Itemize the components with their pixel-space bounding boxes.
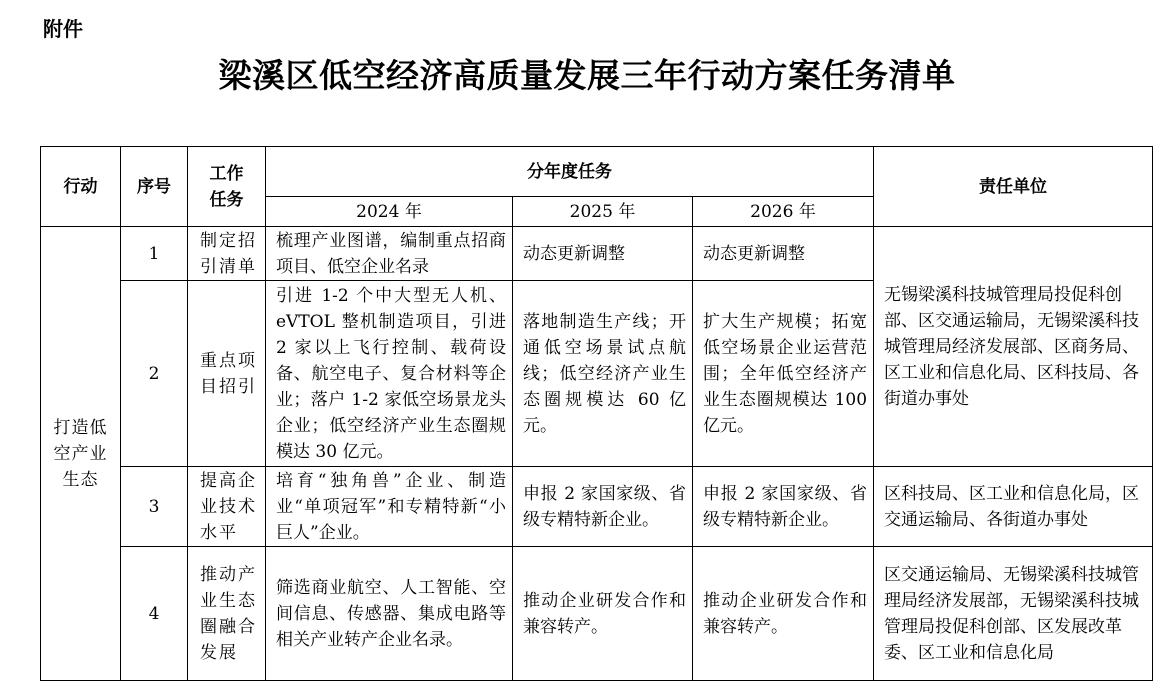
column-header-2026: 2026 年 bbox=[693, 197, 874, 227]
table-row bbox=[41, 467, 1153, 547]
year-2025-cell: 落地制造生产线；开通低空场景试点航线；低空经济产业生态圈规模达 60 亿元。 bbox=[513, 281, 693, 467]
year-2026-cell: 动态更新调整 bbox=[693, 227, 874, 281]
column-header-2025: 2025 年 bbox=[513, 197, 693, 227]
year-2024-cell: 梳理产业图谱，编制重点招商项目、低空企业名录 bbox=[266, 227, 513, 281]
year-2026-cell: 推动企业研发合作和兼容转产。 bbox=[693, 547, 874, 681]
year-2026-cell: 扩大生产规模；拓宽低空场景企业运营范围；全年低空经济产业生态圈规模达 100 亿元。 bbox=[693, 281, 874, 467]
seq-cell: 2 bbox=[121, 281, 188, 467]
attachment-label: 附件 bbox=[43, 17, 83, 41]
column-header-seq: 序号 bbox=[121, 147, 188, 227]
year-2024-cell: 筛选商业航空、人工智能、空间信息、传感器、集成电路等相关产业转产企业名录。 bbox=[266, 547, 513, 681]
task-cell: 推动产业生态圈融合发展 bbox=[188, 547, 266, 681]
column-header-task: 工作任务 bbox=[188, 147, 266, 227]
table-row bbox=[41, 547, 1153, 681]
year-2024-cell: 引进 1-2 个中大型无人机、eVTOL 整机制造项目，引进 2 家以上飞行控制、载荷设备、航空电子、复合材料等企业；落户 1-2 家低空场景龙头企业；低空经济产业生态圈规模达 30 亿元。 bbox=[266, 281, 513, 467]
column-header-2024: 2024 年 bbox=[266, 197, 513, 227]
task-cell: 提高企业技术水平 bbox=[188, 467, 266, 547]
unit-cell: 无锡梁溪科技城管理局投促科创部、区交通运输局，无锡梁溪科技城管理局经济发展部、区商务局、区工业和信息化局、区科技局、各街道办事处 bbox=[874, 227, 1153, 467]
task-table bbox=[40, 146, 1153, 681]
task-cell: 重点项目招引 bbox=[188, 281, 266, 467]
year-2024-cell: 培育“独角兽”企业、制造业“单项冠军”和专精特新“小巨人”企业。 bbox=[266, 467, 513, 547]
year-2025-cell: 推动企业研发合作和兼容转产。 bbox=[513, 547, 693, 681]
column-header-unit: 责任单位 bbox=[874, 147, 1153, 227]
year-2026-cell: 申报 2 家国家级、省级专精特新企业。 bbox=[693, 467, 874, 547]
unit-cell: 区科技局、区工业和信息化局，区交通运输局、各街道办事处 bbox=[874, 467, 1153, 547]
table-row bbox=[41, 227, 1153, 281]
seq-cell: 4 bbox=[121, 547, 188, 681]
unit-cell: 区交通运输局、无锡梁溪科技城管理局经济发展部，无锡梁溪科技城管理局投促科创部、区发展改革委、区工业和信息化局 bbox=[874, 547, 1153, 681]
seq-cell: 1 bbox=[121, 227, 188, 281]
action-cell: 打造低空产业生态 bbox=[41, 227, 121, 681]
year-2025-cell: 动态更新调整 bbox=[513, 227, 693, 281]
column-header-yearly: 分年度任务 bbox=[266, 147, 874, 197]
column-header-action: 行动 bbox=[41, 147, 121, 227]
task-cell: 制定招引清单 bbox=[188, 227, 266, 281]
seq-cell: 3 bbox=[121, 467, 188, 547]
page-title: 梁溪区低空经济高质量发展三年行动方案任务清单 bbox=[218, 56, 956, 95]
year-2025-cell: 申报 2 家国家级、省级专精特新企业。 bbox=[513, 467, 693, 547]
header-row-1 bbox=[41, 147, 1153, 197]
